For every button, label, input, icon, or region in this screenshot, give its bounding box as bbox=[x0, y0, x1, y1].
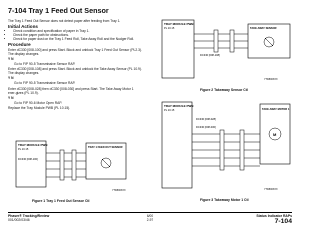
fig1-pl-label: PL 10.15 bbox=[18, 148, 29, 151]
footer-page-number: 2-97 bbox=[146, 218, 154, 223]
footer-middle bbox=[138, 214, 162, 222]
footer-section-name: Status Indicator RAPs bbox=[256, 214, 292, 218]
fig3-pwb-label: TRAY MODULE PWB bbox=[164, 104, 194, 108]
procedure-heading: Procedure bbox=[8, 42, 31, 48]
step-1-yes: Y N bbox=[8, 56, 14, 61]
step-2-no-action: Go to FIP 90-5 Transmissive Sensor RAP. bbox=[14, 81, 76, 86]
fig2-code: YTD800XXX bbox=[264, 78, 278, 81]
procedure-column bbox=[8, 19, 142, 111]
fig2-dc-code: DC330 [008-108] bbox=[200, 54, 220, 57]
replace-text: Replace the Tray Module PWB (PL 10.15). bbox=[8, 106, 71, 111]
initial-actions-heading: Initial Actions bbox=[8, 23, 38, 29]
figure-1-caption: Figure 1 Tray 1 Feed Out Sensor Ctl bbox=[32, 199, 90, 203]
fig3-dc-code-a: DC330 [008-028] bbox=[196, 118, 216, 121]
svg-text:M: M bbox=[273, 132, 277, 137]
fig1-pwb-label: TRAY MODULE PWB bbox=[18, 143, 48, 147]
fig2-pl-label: PL 10.15 bbox=[164, 27, 175, 30]
footer-rule bbox=[8, 212, 292, 213]
fig1-code: YTD800XXX bbox=[112, 189, 126, 192]
fig1-dc-code: DC330 [008-100] bbox=[18, 158, 38, 161]
figure-2-caption: Figure 2 Takeaway Sensor Ctl bbox=[200, 88, 248, 92]
figure-2-diagram bbox=[160, 16, 294, 84]
initial-action-item: • Check condition and specification of paper in Tray 1. bbox=[13, 29, 142, 33]
figure-3-diagram bbox=[160, 98, 294, 194]
figure-3-caption: Figure 3 Takeaway Motor 1 Ctl bbox=[200, 198, 249, 202]
footer-right bbox=[256, 214, 292, 225]
footer-left bbox=[8, 214, 49, 222]
step-2-yes: Y N bbox=[8, 76, 14, 81]
fig3-code: YTD800XXX bbox=[264, 188, 278, 191]
intro-text: The Tray 1 Feed Out Sensor does not detect paper after feeding from Tray 1. bbox=[8, 19, 121, 23]
initial-action-item: • Check the paper path for obstructions. bbox=[13, 33, 142, 37]
step-3-no-action: Go to FIP 90-6 Motor Open RAP. bbox=[14, 100, 63, 105]
fig1-sensor-label: TRAY 1 FEED OUT SENSOR bbox=[88, 146, 123, 149]
fig3-dc-code-b: DC330 [008-030] bbox=[196, 126, 216, 129]
step-1-no-action: Go to FIP 90-5 Transmissive Sensor RAP. bbox=[14, 61, 76, 66]
step-3-yes: Y N bbox=[8, 95, 14, 100]
initial-action-item: • Check for paper dust on the Tray 1 Feed Roll, Take Away Roll and the Nudger Roll. bbox=[13, 37, 142, 41]
page-title: 7-104 Tray 1 Feed Out Sensor bbox=[8, 6, 109, 15]
fig3-motor-label: TAKE AWAY MOTOR 1 bbox=[262, 108, 290, 111]
fig2-pwb-label: TRAY MODULE PWB bbox=[164, 22, 194, 26]
fig3-pl-label: PL 10.15 bbox=[164, 109, 175, 112]
fig2-sensor-label: TAKE AWAY SENSOR bbox=[250, 27, 277, 30]
step-1-text: Enter dC330 [008-100] and press Start. Block and unblock Tray 1 Feed Out Sensor (PL2.3). The display changes. bbox=[8, 47, 142, 56]
initial-actions-list bbox=[8, 29, 142, 41]
figure-1-diagram bbox=[12, 133, 140, 195]
footer-left-line2: 001/002/03/46 bbox=[8, 218, 30, 223]
footer-date: 6/00 bbox=[146, 214, 154, 218]
footer-left-line1: Phaser® Tracking/Review bbox=[8, 214, 50, 218]
step-3-text: Enter dC330 [008-028] then dC330 [008-030] and press Start. The Take Away Motor 1 ener-gizes (PL 10.9). bbox=[8, 86, 134, 95]
footer-section-number: 7-104 bbox=[274, 218, 292, 226]
step-2-text: Enter dC330 [008-108] and press Start. Block and unblock the Take Away Sensor (PL 10.9). The display changes. bbox=[8, 67, 142, 76]
